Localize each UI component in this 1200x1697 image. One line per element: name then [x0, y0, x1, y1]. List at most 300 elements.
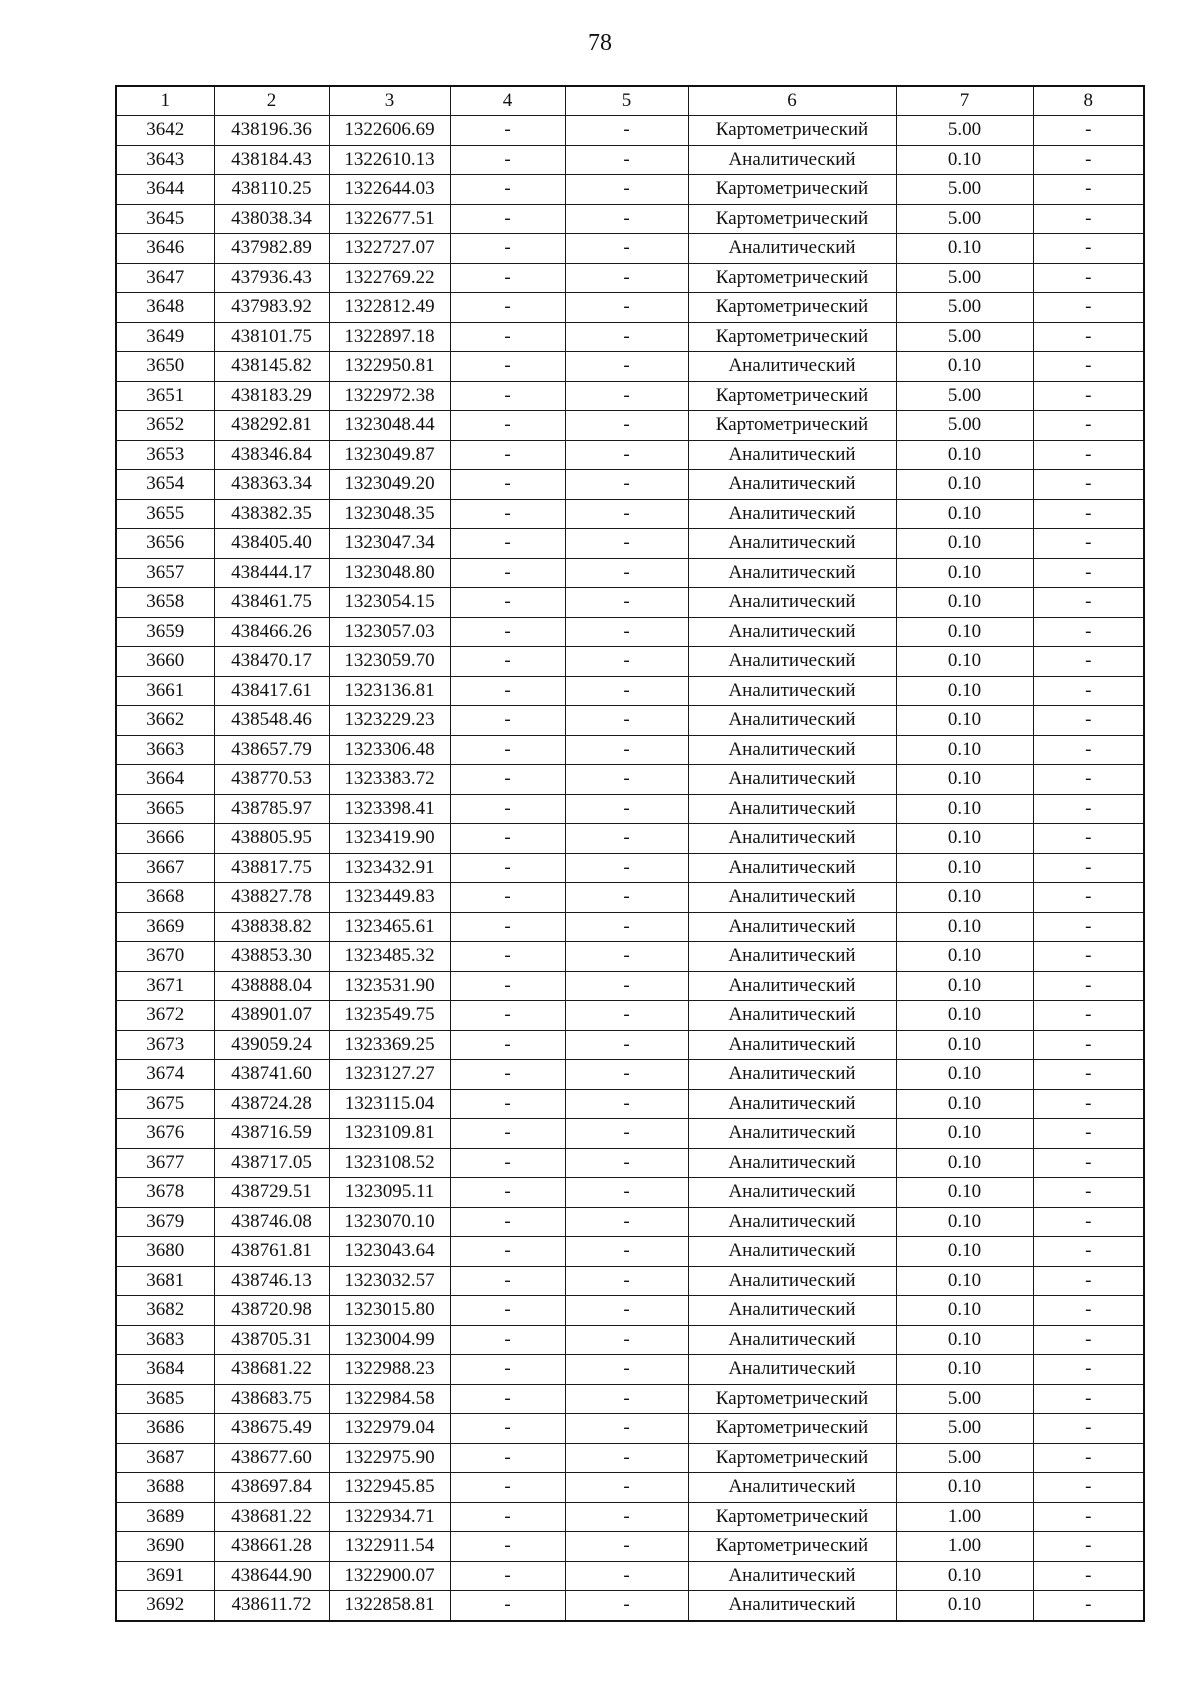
col4-cell: -	[450, 529, 565, 559]
x-coordinate-cell: 438110.25	[214, 175, 329, 205]
x-coordinate-cell: 438657.79	[214, 735, 329, 765]
col5-cell: -	[565, 204, 688, 234]
accuracy-cell: 0.10	[896, 1089, 1033, 1119]
col8-cell: -	[1033, 942, 1144, 972]
method-cell: Аналитический	[688, 1296, 896, 1326]
method-cell: Картометрический	[688, 1532, 896, 1562]
col4-cell: -	[450, 1532, 565, 1562]
accuracy-cell: 0.10	[896, 145, 1033, 175]
col8-cell: -	[1033, 1355, 1144, 1385]
method-cell: Картометрический	[688, 381, 896, 411]
x-coordinate-cell: 438038.34	[214, 204, 329, 234]
y-coordinate-cell: 1323127.27	[329, 1060, 450, 1090]
method-cell: Аналитический	[688, 971, 896, 1001]
col4-cell: -	[450, 1207, 565, 1237]
method-cell: Аналитический	[688, 529, 896, 559]
accuracy-cell: 0.10	[896, 706, 1033, 736]
method-cell: Аналитический	[688, 588, 896, 618]
y-coordinate-cell: 1323531.90	[329, 971, 450, 1001]
method-cell: Картометрический	[688, 1502, 896, 1532]
table-row	[116, 1237, 1144, 1267]
x-coordinate-cell: 438644.90	[214, 1561, 329, 1591]
x-coordinate-cell: 438838.82	[214, 912, 329, 942]
x-coordinate-cell: 438901.07	[214, 1001, 329, 1031]
point-number-cell: 3685	[116, 1384, 214, 1414]
table-row	[116, 558, 1144, 588]
col5-cell: -	[565, 529, 688, 559]
table-row	[116, 971, 1144, 1001]
point-number-cell: 3686	[116, 1414, 214, 1444]
table-row	[116, 1355, 1144, 1385]
col5-cell: -	[565, 883, 688, 913]
y-coordinate-cell: 1322610.13	[329, 145, 450, 175]
col8-cell: -	[1033, 116, 1144, 146]
y-coordinate-cell: 1322677.51	[329, 204, 450, 234]
col8-cell: -	[1033, 971, 1144, 1001]
col4-cell: -	[450, 1178, 565, 1208]
col4-cell: -	[450, 1384, 565, 1414]
x-coordinate-cell: 438548.46	[214, 706, 329, 736]
table-row	[116, 824, 1144, 854]
y-coordinate-cell: 1322897.18	[329, 322, 450, 352]
col4-cell: -	[450, 1237, 565, 1267]
accuracy-cell: 5.00	[896, 1414, 1033, 1444]
point-number-cell: 3658	[116, 588, 214, 618]
method-cell: Аналитический	[688, 1237, 896, 1267]
point-number-cell: 3663	[116, 735, 214, 765]
x-coordinate-cell: 438675.49	[214, 1414, 329, 1444]
x-coordinate-cell: 438183.29	[214, 381, 329, 411]
col4-cell: -	[450, 1561, 565, 1591]
y-coordinate-cell: 1323059.70	[329, 647, 450, 677]
point-number-cell: 3657	[116, 558, 214, 588]
col8-cell: -	[1033, 1384, 1144, 1414]
accuracy-cell: 0.10	[896, 647, 1033, 677]
col8-cell: -	[1033, 735, 1144, 765]
y-coordinate-cell: 1323048.80	[329, 558, 450, 588]
col5-cell: -	[565, 470, 688, 500]
table-row	[116, 1443, 1144, 1473]
table-row	[116, 499, 1144, 529]
col5-cell: -	[565, 824, 688, 854]
x-coordinate-cell: 438746.13	[214, 1266, 329, 1296]
col4-cell: -	[450, 322, 565, 352]
method-cell: Аналитический	[688, 440, 896, 470]
y-coordinate-cell: 1323398.41	[329, 794, 450, 824]
col4-cell: -	[450, 381, 565, 411]
x-coordinate-cell: 438346.84	[214, 440, 329, 470]
y-coordinate-cell: 1323057.03	[329, 617, 450, 647]
y-coordinate-cell: 1322727.07	[329, 234, 450, 264]
col8-cell: -	[1033, 322, 1144, 352]
point-number-cell: 3655	[116, 499, 214, 529]
col4-cell: -	[450, 411, 565, 441]
col5-cell: -	[565, 735, 688, 765]
y-coordinate-cell: 1322606.69	[329, 116, 450, 146]
col4-cell: -	[450, 116, 565, 146]
accuracy-cell: 0.10	[896, 529, 1033, 559]
col8-cell: -	[1033, 1502, 1144, 1532]
accuracy-cell: 0.10	[896, 1148, 1033, 1178]
table-row	[116, 529, 1144, 559]
col4-cell: -	[450, 352, 565, 382]
col8-cell: -	[1033, 381, 1144, 411]
col5-cell: -	[565, 1089, 688, 1119]
point-number-cell: 3660	[116, 647, 214, 677]
col8-cell: -	[1033, 1148, 1144, 1178]
table-row	[116, 1591, 1144, 1621]
col8-cell: -	[1033, 1178, 1144, 1208]
col4-cell: -	[450, 1325, 565, 1355]
accuracy-cell: 0.10	[896, 1355, 1033, 1385]
point-number-cell: 3659	[116, 617, 214, 647]
method-cell: Аналитический	[688, 1207, 896, 1237]
col5-cell: -	[565, 942, 688, 972]
table-row	[116, 1502, 1144, 1532]
col8-cell: -	[1033, 1119, 1144, 1149]
table-row	[116, 116, 1144, 146]
table-row	[116, 1296, 1144, 1326]
table-row	[116, 912, 1144, 942]
y-coordinate-cell: 1323419.90	[329, 824, 450, 854]
x-coordinate-cell: 438382.35	[214, 499, 329, 529]
col4-cell: -	[450, 971, 565, 1001]
x-coordinate-cell: 438827.78	[214, 883, 329, 913]
col5-cell: -	[565, 499, 688, 529]
y-coordinate-cell: 1323109.81	[329, 1119, 450, 1149]
accuracy-cell: 0.10	[896, 470, 1033, 500]
col4-cell: -	[450, 1266, 565, 1296]
col8-cell: -	[1033, 352, 1144, 382]
col8-cell: -	[1033, 1296, 1144, 1326]
col4-cell: -	[450, 204, 565, 234]
y-coordinate-cell: 1323048.44	[329, 411, 450, 441]
accuracy-cell: 0.10	[896, 1237, 1033, 1267]
col5-cell: -	[565, 794, 688, 824]
col4-cell: -	[450, 617, 565, 647]
table-row	[116, 1266, 1144, 1296]
method-cell: Аналитический	[688, 706, 896, 736]
col5-cell: -	[565, 912, 688, 942]
col4-cell: -	[450, 1060, 565, 1090]
col8-cell: -	[1033, 1089, 1144, 1119]
x-coordinate-cell: 438729.51	[214, 1178, 329, 1208]
col5-cell: -	[565, 293, 688, 323]
table-row	[116, 1148, 1144, 1178]
col4-cell: -	[450, 1355, 565, 1385]
x-coordinate-cell: 437982.89	[214, 234, 329, 264]
table-row	[116, 352, 1144, 382]
col4-cell: -	[450, 883, 565, 913]
col4-cell: -	[450, 558, 565, 588]
y-coordinate-cell: 1322934.71	[329, 1502, 450, 1532]
col8-cell: -	[1033, 588, 1144, 618]
x-coordinate-cell: 438761.81	[214, 1237, 329, 1267]
table-row	[116, 1207, 1144, 1237]
accuracy-cell: 0.10	[896, 499, 1033, 529]
col5-cell: -	[565, 145, 688, 175]
accuracy-cell: 0.10	[896, 794, 1033, 824]
accuracy-cell: 0.10	[896, 558, 1033, 588]
method-cell: Аналитический	[688, 1561, 896, 1591]
col4-cell: -	[450, 794, 565, 824]
col4-cell: -	[450, 853, 565, 883]
accuracy-cell: 0.10	[896, 971, 1033, 1001]
col4-cell: -	[450, 1473, 565, 1503]
point-number-cell: 3677	[116, 1148, 214, 1178]
point-number-cell: 3679	[116, 1207, 214, 1237]
method-cell: Аналитический	[688, 647, 896, 677]
col5-cell: -	[565, 1207, 688, 1237]
point-number-cell: 3647	[116, 263, 214, 293]
y-coordinate-cell: 1322900.07	[329, 1561, 450, 1591]
y-coordinate-cell: 1323054.15	[329, 588, 450, 618]
table-row	[116, 263, 1144, 293]
method-cell: Аналитический	[688, 1148, 896, 1178]
col5-cell: -	[565, 706, 688, 736]
accuracy-cell: 5.00	[896, 293, 1033, 323]
table-row	[116, 1060, 1144, 1090]
method-cell: Аналитический	[688, 765, 896, 795]
col8-cell: -	[1033, 558, 1144, 588]
x-coordinate-cell: 438888.04	[214, 971, 329, 1001]
point-number-cell: 3653	[116, 440, 214, 470]
method-cell: Аналитический	[688, 617, 896, 647]
accuracy-cell: 0.10	[896, 1001, 1033, 1031]
method-cell: Аналитический	[688, 676, 896, 706]
accuracy-cell: 0.10	[896, 1119, 1033, 1149]
col5-cell: -	[565, 440, 688, 470]
col5-cell: -	[565, 1237, 688, 1267]
y-coordinate-cell: 1322984.58	[329, 1384, 450, 1414]
point-number-cell: 3676	[116, 1119, 214, 1149]
point-number-cell: 3662	[116, 706, 214, 736]
y-coordinate-cell: 1323383.72	[329, 765, 450, 795]
column-header: 8	[1033, 86, 1144, 116]
method-cell: Аналитический	[688, 1060, 896, 1090]
point-number-cell: 3667	[116, 853, 214, 883]
col8-cell: -	[1033, 204, 1144, 234]
method-cell: Аналитический	[688, 735, 896, 765]
col4-cell: -	[450, 676, 565, 706]
column-header: 5	[565, 86, 688, 116]
column-header: 4	[450, 86, 565, 116]
method-cell: Аналитический	[688, 912, 896, 942]
x-coordinate-cell: 438741.60	[214, 1060, 329, 1090]
table-header-row	[116, 86, 1144, 116]
table-row	[116, 765, 1144, 795]
table-row	[116, 440, 1144, 470]
col8-cell: -	[1033, 794, 1144, 824]
accuracy-cell: 0.10	[896, 912, 1033, 942]
x-coordinate-cell: 438101.75	[214, 322, 329, 352]
x-coordinate-cell: 438466.26	[214, 617, 329, 647]
col8-cell: -	[1033, 1561, 1144, 1591]
point-number-cell: 3668	[116, 883, 214, 913]
col8-cell: -	[1033, 1266, 1144, 1296]
point-number-cell: 3644	[116, 175, 214, 205]
col5-cell: -	[565, 1561, 688, 1591]
method-cell: Аналитический	[688, 558, 896, 588]
y-coordinate-cell: 1323043.64	[329, 1237, 450, 1267]
y-coordinate-cell: 1322945.85	[329, 1473, 450, 1503]
col8-cell: -	[1033, 1414, 1144, 1444]
col8-cell: -	[1033, 647, 1144, 677]
accuracy-cell: 0.10	[896, 853, 1033, 883]
col8-cell: -	[1033, 234, 1144, 264]
point-number-cell: 3661	[116, 676, 214, 706]
point-number-cell: 3684	[116, 1355, 214, 1385]
table-row	[116, 1178, 1144, 1208]
col4-cell: -	[450, 440, 565, 470]
col8-cell: -	[1033, 1532, 1144, 1562]
accuracy-cell: 0.10	[896, 824, 1033, 854]
y-coordinate-cell: 1322975.90	[329, 1443, 450, 1473]
x-coordinate-cell: 438681.22	[214, 1355, 329, 1385]
y-coordinate-cell: 1323369.25	[329, 1030, 450, 1060]
accuracy-cell: 0.10	[896, 1030, 1033, 1060]
accuracy-cell: 5.00	[896, 263, 1033, 293]
accuracy-cell: 5.00	[896, 204, 1033, 234]
x-coordinate-cell: 438746.08	[214, 1207, 329, 1237]
table-row	[116, 234, 1144, 264]
point-number-cell: 3681	[116, 1266, 214, 1296]
point-number-cell: 3688	[116, 1473, 214, 1503]
col5-cell: -	[565, 1296, 688, 1326]
method-cell: Аналитический	[688, 883, 896, 913]
x-coordinate-cell: 438184.43	[214, 145, 329, 175]
y-coordinate-cell: 1323115.04	[329, 1089, 450, 1119]
point-number-cell: 3651	[116, 381, 214, 411]
col8-cell: -	[1033, 617, 1144, 647]
accuracy-cell: 0.10	[896, 1591, 1033, 1621]
point-number-cell: 3689	[116, 1502, 214, 1532]
x-coordinate-cell: 438717.05	[214, 1148, 329, 1178]
col4-cell: -	[450, 145, 565, 175]
col4-cell: -	[450, 234, 565, 264]
point-number-cell: 3682	[116, 1296, 214, 1326]
x-coordinate-cell: 438661.28	[214, 1532, 329, 1562]
point-number-cell: 3648	[116, 293, 214, 323]
method-cell: Картометрический	[688, 293, 896, 323]
method-cell: Аналитический	[688, 1325, 896, 1355]
point-number-cell: 3649	[116, 322, 214, 352]
x-coordinate-cell: 438724.28	[214, 1089, 329, 1119]
x-coordinate-cell: 438461.75	[214, 588, 329, 618]
x-coordinate-cell: 438470.17	[214, 647, 329, 677]
table-row	[116, 1473, 1144, 1503]
method-cell: Аналитический	[688, 824, 896, 854]
point-number-cell: 3674	[116, 1060, 214, 1090]
point-number-cell: 3678	[116, 1178, 214, 1208]
y-coordinate-cell: 1322911.54	[329, 1532, 450, 1562]
col5-cell: -	[565, 1030, 688, 1060]
col4-cell: -	[450, 1502, 565, 1532]
x-coordinate-cell: 438705.31	[214, 1325, 329, 1355]
accuracy-cell: 5.00	[896, 1384, 1033, 1414]
accuracy-cell: 5.00	[896, 175, 1033, 205]
col4-cell: -	[450, 1414, 565, 1444]
col8-cell: -	[1033, 440, 1144, 470]
point-number-cell: 3645	[116, 204, 214, 234]
table-row	[116, 145, 1144, 175]
col5-cell: -	[565, 381, 688, 411]
col8-cell: -	[1033, 145, 1144, 175]
x-coordinate-cell: 438683.75	[214, 1384, 329, 1414]
col4-cell: -	[450, 175, 565, 205]
y-coordinate-cell: 1323549.75	[329, 1001, 450, 1031]
col8-cell: -	[1033, 470, 1144, 500]
point-number-cell: 3675	[116, 1089, 214, 1119]
col4-cell: -	[450, 263, 565, 293]
point-number-cell: 3692	[116, 1591, 214, 1621]
table-row	[116, 411, 1144, 441]
table-row	[116, 204, 1144, 234]
col8-cell: -	[1033, 1207, 1144, 1237]
col8-cell: -	[1033, 1591, 1144, 1621]
table-body	[116, 116, 1144, 1621]
col4-cell: -	[450, 912, 565, 942]
col8-cell: -	[1033, 912, 1144, 942]
accuracy-cell: 0.10	[896, 440, 1033, 470]
method-cell: Аналитический	[688, 145, 896, 175]
y-coordinate-cell: 1322988.23	[329, 1355, 450, 1385]
col4-cell: -	[450, 735, 565, 765]
method-cell: Аналитический	[688, 1178, 896, 1208]
x-coordinate-cell: 438805.95	[214, 824, 329, 854]
method-cell: Аналитический	[688, 1591, 896, 1621]
col8-cell: -	[1033, 499, 1144, 529]
col4-cell: -	[450, 499, 565, 529]
point-number-cell: 3680	[116, 1237, 214, 1267]
col5-cell: -	[565, 1532, 688, 1562]
col8-cell: -	[1033, 293, 1144, 323]
accuracy-cell: 0.10	[896, 234, 1033, 264]
table-row	[116, 588, 1144, 618]
col5-cell: -	[565, 234, 688, 264]
table-row	[116, 647, 1144, 677]
method-cell: Аналитический	[688, 853, 896, 883]
method-cell: Аналитический	[688, 234, 896, 264]
x-coordinate-cell: 438770.53	[214, 765, 329, 795]
table-row	[116, 1561, 1144, 1591]
table-row	[116, 1384, 1144, 1414]
col5-cell: -	[565, 1443, 688, 1473]
col5-cell: -	[565, 1355, 688, 1385]
accuracy-cell: 5.00	[896, 322, 1033, 352]
y-coordinate-cell: 1323136.81	[329, 676, 450, 706]
col8-cell: -	[1033, 529, 1144, 559]
y-coordinate-cell: 1322769.22	[329, 263, 450, 293]
x-coordinate-cell: 439059.24	[214, 1030, 329, 1060]
y-coordinate-cell: 1323049.87	[329, 440, 450, 470]
method-cell: Картометрический	[688, 1414, 896, 1444]
point-number-cell: 3643	[116, 145, 214, 175]
col5-cell: -	[565, 1591, 688, 1621]
col5-cell: -	[565, 1060, 688, 1090]
point-number-cell: 3690	[116, 1532, 214, 1562]
accuracy-cell: 0.10	[896, 1178, 1033, 1208]
column-header: 7	[896, 86, 1033, 116]
col8-cell: -	[1033, 1443, 1144, 1473]
col5-cell: -	[565, 588, 688, 618]
point-number-cell: 3664	[116, 765, 214, 795]
col5-cell: -	[565, 322, 688, 352]
col5-cell: -	[565, 617, 688, 647]
method-cell: Картометрический	[688, 175, 896, 205]
y-coordinate-cell: 1323032.57	[329, 1266, 450, 1296]
table-row	[116, 706, 1144, 736]
